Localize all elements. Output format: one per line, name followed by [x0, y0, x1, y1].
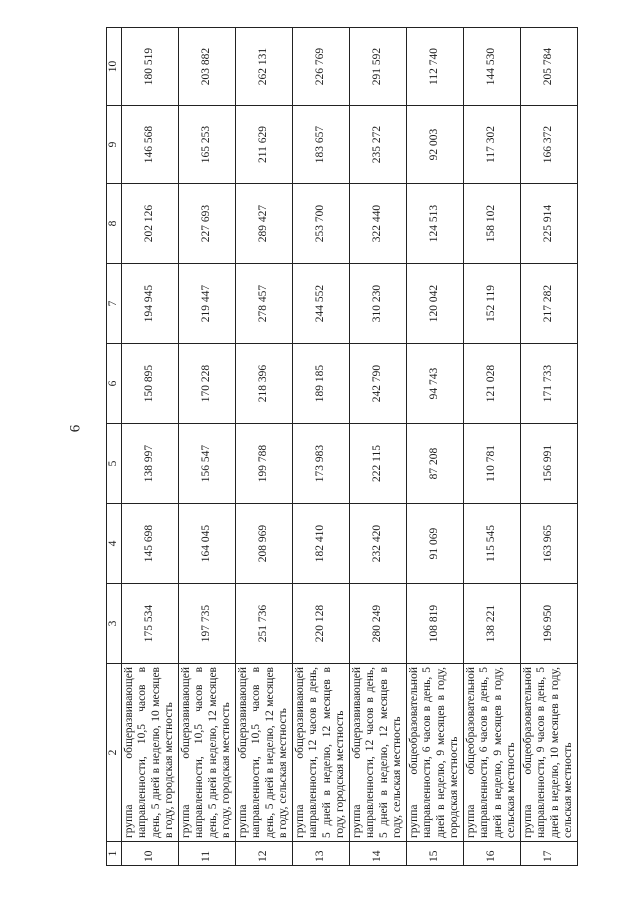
cost-value-cell: 205 784	[520, 28, 577, 106]
row-number: 16	[463, 842, 520, 866]
group-description: группа общеобразовательной направленности, 9 часов в день, 5 дней в неделю, 10 месяцев в году, сельская местность	[520, 664, 577, 842]
column-header: 5	[107, 424, 122, 504]
row-number: 13	[292, 842, 349, 866]
cost-value-cell: 253 700	[292, 184, 349, 264]
row-number: 14	[349, 842, 406, 866]
cost-value-cell: 182 410	[292, 504, 349, 584]
group-description: группа общеразвивающей направленности, 12 часов в день, 5 дней в неделю, 12 месяцев в году, сельская местность	[349, 664, 406, 842]
cost-value-cell: 217 282	[520, 264, 577, 344]
cost-value-cell: 94 743	[406, 344, 463, 424]
header-row	[107, 28, 122, 866]
cost-value-cell: 170 228	[178, 344, 235, 424]
cost-value-cell: 175 534	[121, 584, 178, 664]
table-row	[121, 28, 178, 866]
rotated-table-container	[106, 28, 578, 866]
group-description: группа общеразвивающей направленности, 12 часов в день, 5 дней в неделю, 12 месяцев в году, городская местность	[292, 664, 349, 842]
cost-value-cell: 120 042	[406, 264, 463, 344]
cost-value-cell: 197 735	[178, 584, 235, 664]
cost-value-cell: 165 253	[178, 106, 235, 184]
row-number: 10	[121, 842, 178, 866]
cost-value-cell: 183 657	[292, 106, 349, 184]
table-row	[235, 28, 292, 866]
cost-value-cell: 289 427	[235, 184, 292, 264]
cost-value-cell: 244 552	[292, 264, 349, 344]
cost-value-cell: 227 693	[178, 184, 235, 264]
cost-value-cell: 262 131	[235, 28, 292, 106]
column-header: 1	[107, 842, 122, 866]
column-header: 4	[107, 504, 122, 584]
cost-value-cell: 291 592	[349, 28, 406, 106]
column-header: 8	[107, 184, 122, 264]
cost-value-cell: 194 945	[121, 264, 178, 344]
cost-value-cell: 115 545	[463, 504, 520, 584]
table-row	[349, 28, 406, 866]
cost-value-cell: 124 513	[406, 184, 463, 264]
cost-value-cell: 146 568	[121, 106, 178, 184]
cost-value-cell: 222 115	[349, 424, 406, 504]
column-header: 7	[107, 264, 122, 344]
cost-value-cell: 150 895	[121, 344, 178, 424]
cost-value-cell: 158 102	[463, 184, 520, 264]
group-description: группа общеобразовательной направленности, 6 часов в день, 5 дней в неделю, 9 месяцев в году, сельская местность	[463, 664, 520, 842]
cost-value-cell: 226 769	[292, 28, 349, 106]
group-description: группа общеразвивающей направленности, 10,5 часов в день, 5 дней в неделю, 12 месяцев в году, сельская местность	[235, 664, 292, 842]
cost-value-cell: 280 249	[349, 584, 406, 664]
cost-value-cell: 171 733	[520, 344, 577, 424]
cost-value-cell: 87 208	[406, 424, 463, 504]
cost-value-cell: 225 914	[520, 184, 577, 264]
column-header: 6	[107, 344, 122, 424]
cost-value-cell: 235 272	[349, 106, 406, 184]
cost-value-cell: 108 819	[406, 584, 463, 664]
cost-value-cell: 202 126	[121, 184, 178, 264]
column-header: 9	[107, 106, 122, 184]
page-number: 6	[67, 424, 84, 433]
cost-value-cell: 121 028	[463, 344, 520, 424]
cost-value-cell: 156 547	[178, 424, 235, 504]
cost-value-cell: 144 530	[463, 28, 520, 106]
cost-value-cell: 145 698	[121, 504, 178, 584]
row-number: 11	[178, 842, 235, 866]
cost-value-cell: 112 740	[406, 28, 463, 106]
cost-value-cell: 220 128	[292, 584, 349, 664]
cost-value-cell: 322 440	[349, 184, 406, 264]
cost-value-cell: 173 983	[292, 424, 349, 504]
cost-value-cell: 189 185	[292, 344, 349, 424]
cost-value-cell: 218 396	[235, 344, 292, 424]
cost-value-cell: 138 221	[463, 584, 520, 664]
cost-value-cell: 138 997	[121, 424, 178, 504]
table-row	[463, 28, 520, 866]
cost-value-cell: 156 991	[520, 424, 577, 504]
table-row	[178, 28, 235, 866]
row-number: 15	[406, 842, 463, 866]
cost-value-cell: 110 781	[463, 424, 520, 504]
cost-value-cell: 242 790	[349, 344, 406, 424]
group-description: группа общеразвивающей направленности, 10,5 часов в день, 5 дней в неделю, 12 месяцев в году, городская местность	[178, 664, 235, 842]
cost-value-cell: 92 003	[406, 106, 463, 184]
cost-value-cell: 203 882	[178, 28, 235, 106]
table-row	[406, 28, 463, 866]
cost-value-cell: 196 950	[520, 584, 577, 664]
table-row	[292, 28, 349, 866]
group-description: группа общеобразовательной направленности, 6 часов в день, 5 дней в неделю, 9 месяцев в году, городская местность	[406, 664, 463, 842]
cost-value-cell: 117 302	[463, 106, 520, 184]
cost-value-cell: 180 519	[121, 28, 178, 106]
cost-value-cell: 152 119	[463, 264, 520, 344]
cost-value-cell: 91 069	[406, 504, 463, 584]
cost-value-cell: 278 457	[235, 264, 292, 344]
column-header: 2	[107, 664, 122, 842]
column-header: 10	[107, 28, 122, 106]
cost-value-cell: 232 420	[349, 504, 406, 584]
row-number: 17	[520, 842, 577, 866]
cost-value-cell: 164 045	[178, 504, 235, 584]
cost-value-cell: 219 447	[178, 264, 235, 344]
table-body	[121, 28, 578, 866]
cost-value-cell: 251 736	[235, 584, 292, 664]
cost-value-cell: 166 372	[520, 106, 577, 184]
table-row	[520, 28, 577, 866]
cost-value-cell: 310 230	[349, 264, 406, 344]
cost-value-cell: 163 965	[520, 504, 577, 584]
cost-value-cell: 199 788	[235, 424, 292, 504]
row-number: 12	[235, 842, 292, 866]
group-description: группа общеразвивающей направленности, 10,5 часов в день, 5 дней в неделю, 10 месяцев в году, городская местность	[121, 664, 178, 842]
cost-value-cell: 208 969	[235, 504, 292, 584]
tariff-table	[106, 27, 578, 866]
cost-value-cell: 211 629	[235, 106, 292, 184]
column-header: 3	[107, 584, 122, 664]
